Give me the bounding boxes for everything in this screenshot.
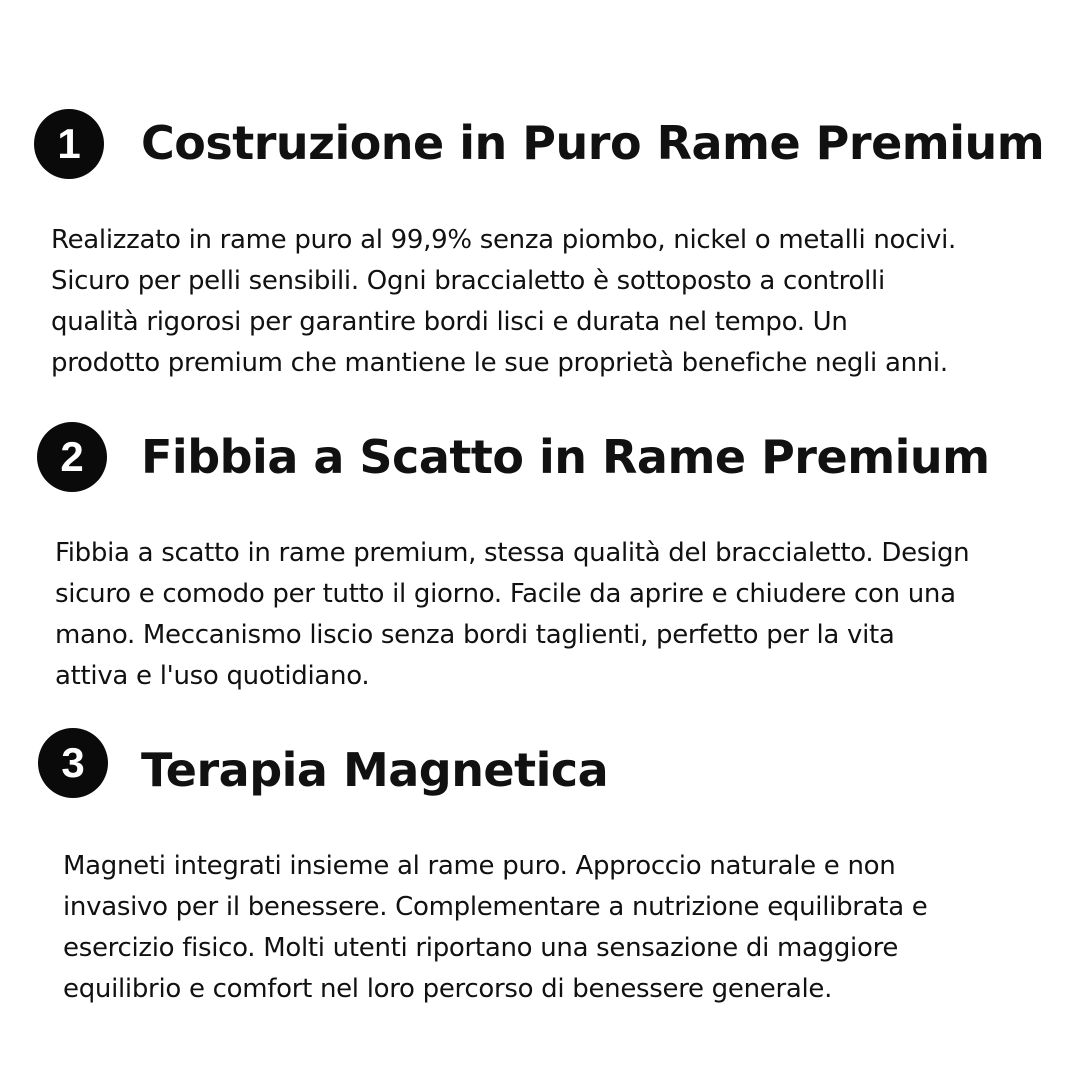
- description-line: invasivo per il benessere. Complementare a nutrizione equilibrata e: [63, 892, 928, 922]
- number-badge-3: 3: [38, 728, 108, 798]
- description-line: Sicuro per pelli sensibili. Ogni braccialetto è sottoposto a controlli: [51, 266, 885, 296]
- description-line: equilibrio e comfort nel loro percorso di benessere generale.: [63, 974, 833, 1004]
- description-line: Realizzato in rame puro al 99,9% senza piombo, nickel o metalli nocivi.: [51, 225, 957, 255]
- description-line: esercizio fisico. Molti utenti riportano una sensazione di maggiore: [63, 933, 899, 963]
- section-description-1: [51, 220, 1036, 384]
- section-description-2: [55, 533, 1040, 697]
- section-title-1: Costruzione in Puro Rame Premium: [141, 116, 1045, 170]
- section-title-3: Terapia Magnetica: [141, 743, 609, 797]
- description-line: sicuro e comodo per tutto il giorno. Facile da aprire e chiudere con una: [55, 579, 956, 609]
- description-line: qualità rigorosi per garantire bordi lisci e durata nel tempo. Un: [51, 307, 848, 337]
- number-badge-1: 1: [34, 109, 104, 179]
- section-description-3: [63, 846, 1048, 1010]
- description-line: Fibbia a scatto in rame premium, stessa qualità del braccialetto. Design: [55, 538, 970, 568]
- description-line: mano. Meccanismo liscio senza bordi taglienti, perfetto per la vita: [55, 620, 895, 650]
- description-line: prodotto premium che mantiene le sue proprietà benefiche negli anni.: [51, 348, 948, 378]
- description-line: attiva e l'uso quotidiano.: [55, 661, 370, 691]
- number-badge-2: 2: [37, 422, 107, 492]
- section-title-2: Fibbia a Scatto in Rame Premium: [141, 430, 990, 484]
- description-line: Magneti integrati insieme al rame puro. Approccio naturale e non: [63, 851, 896, 881]
